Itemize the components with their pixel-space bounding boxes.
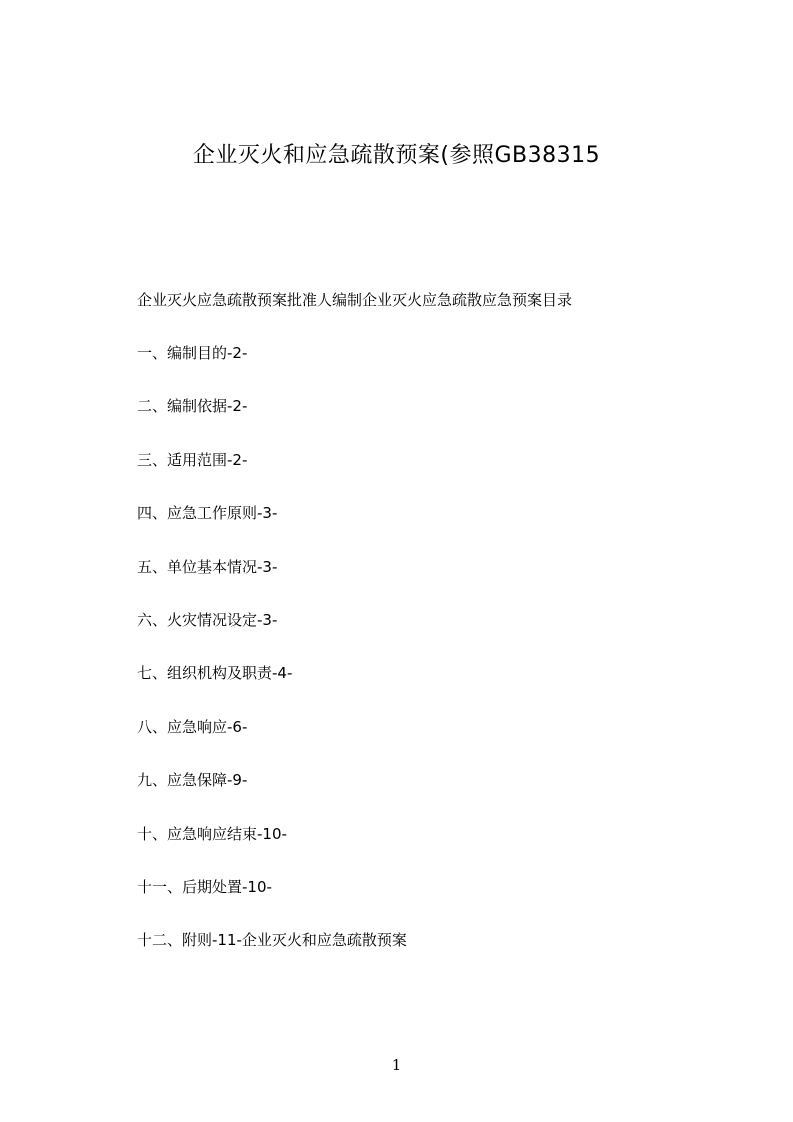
toc-item: 三、适用范围-2- — [137, 450, 248, 469]
toc-item: 十一、后期处置-10- — [137, 877, 272, 896]
toc-item: 四、应急工作原则-3- — [137, 504, 278, 523]
toc-item: 五、单位基本情况-3- — [137, 557, 278, 576]
page-number: 1 — [391, 1056, 402, 1074]
toc-item: 十二、附则-11-企业灭火和应急疏散预案 — [137, 931, 407, 950]
toc-item: 一、编制目的-2- — [137, 344, 248, 362]
document-title: 企业灭火和应急疏散预案(参照GB38315 — [192, 143, 601, 168]
table-of-contents — [137, 342, 407, 983]
toc-item: 二、编制依据-2- — [137, 397, 248, 416]
toc-item: 七、组织机构及职责-4- — [137, 664, 293, 683]
toc-item: 六、火灾情况设定-3- — [137, 610, 278, 629]
toc-item: 八、应急响应-6- — [137, 717, 248, 736]
document-subtitle: 企业灭火应急疏散预案批准人编制企业灭火应急疏散应急预案目录 — [137, 291, 573, 309]
toc-item: 九、应急保障-9- — [137, 771, 248, 790]
toc-item: 十、应急响应结束-10- — [137, 824, 287, 843]
